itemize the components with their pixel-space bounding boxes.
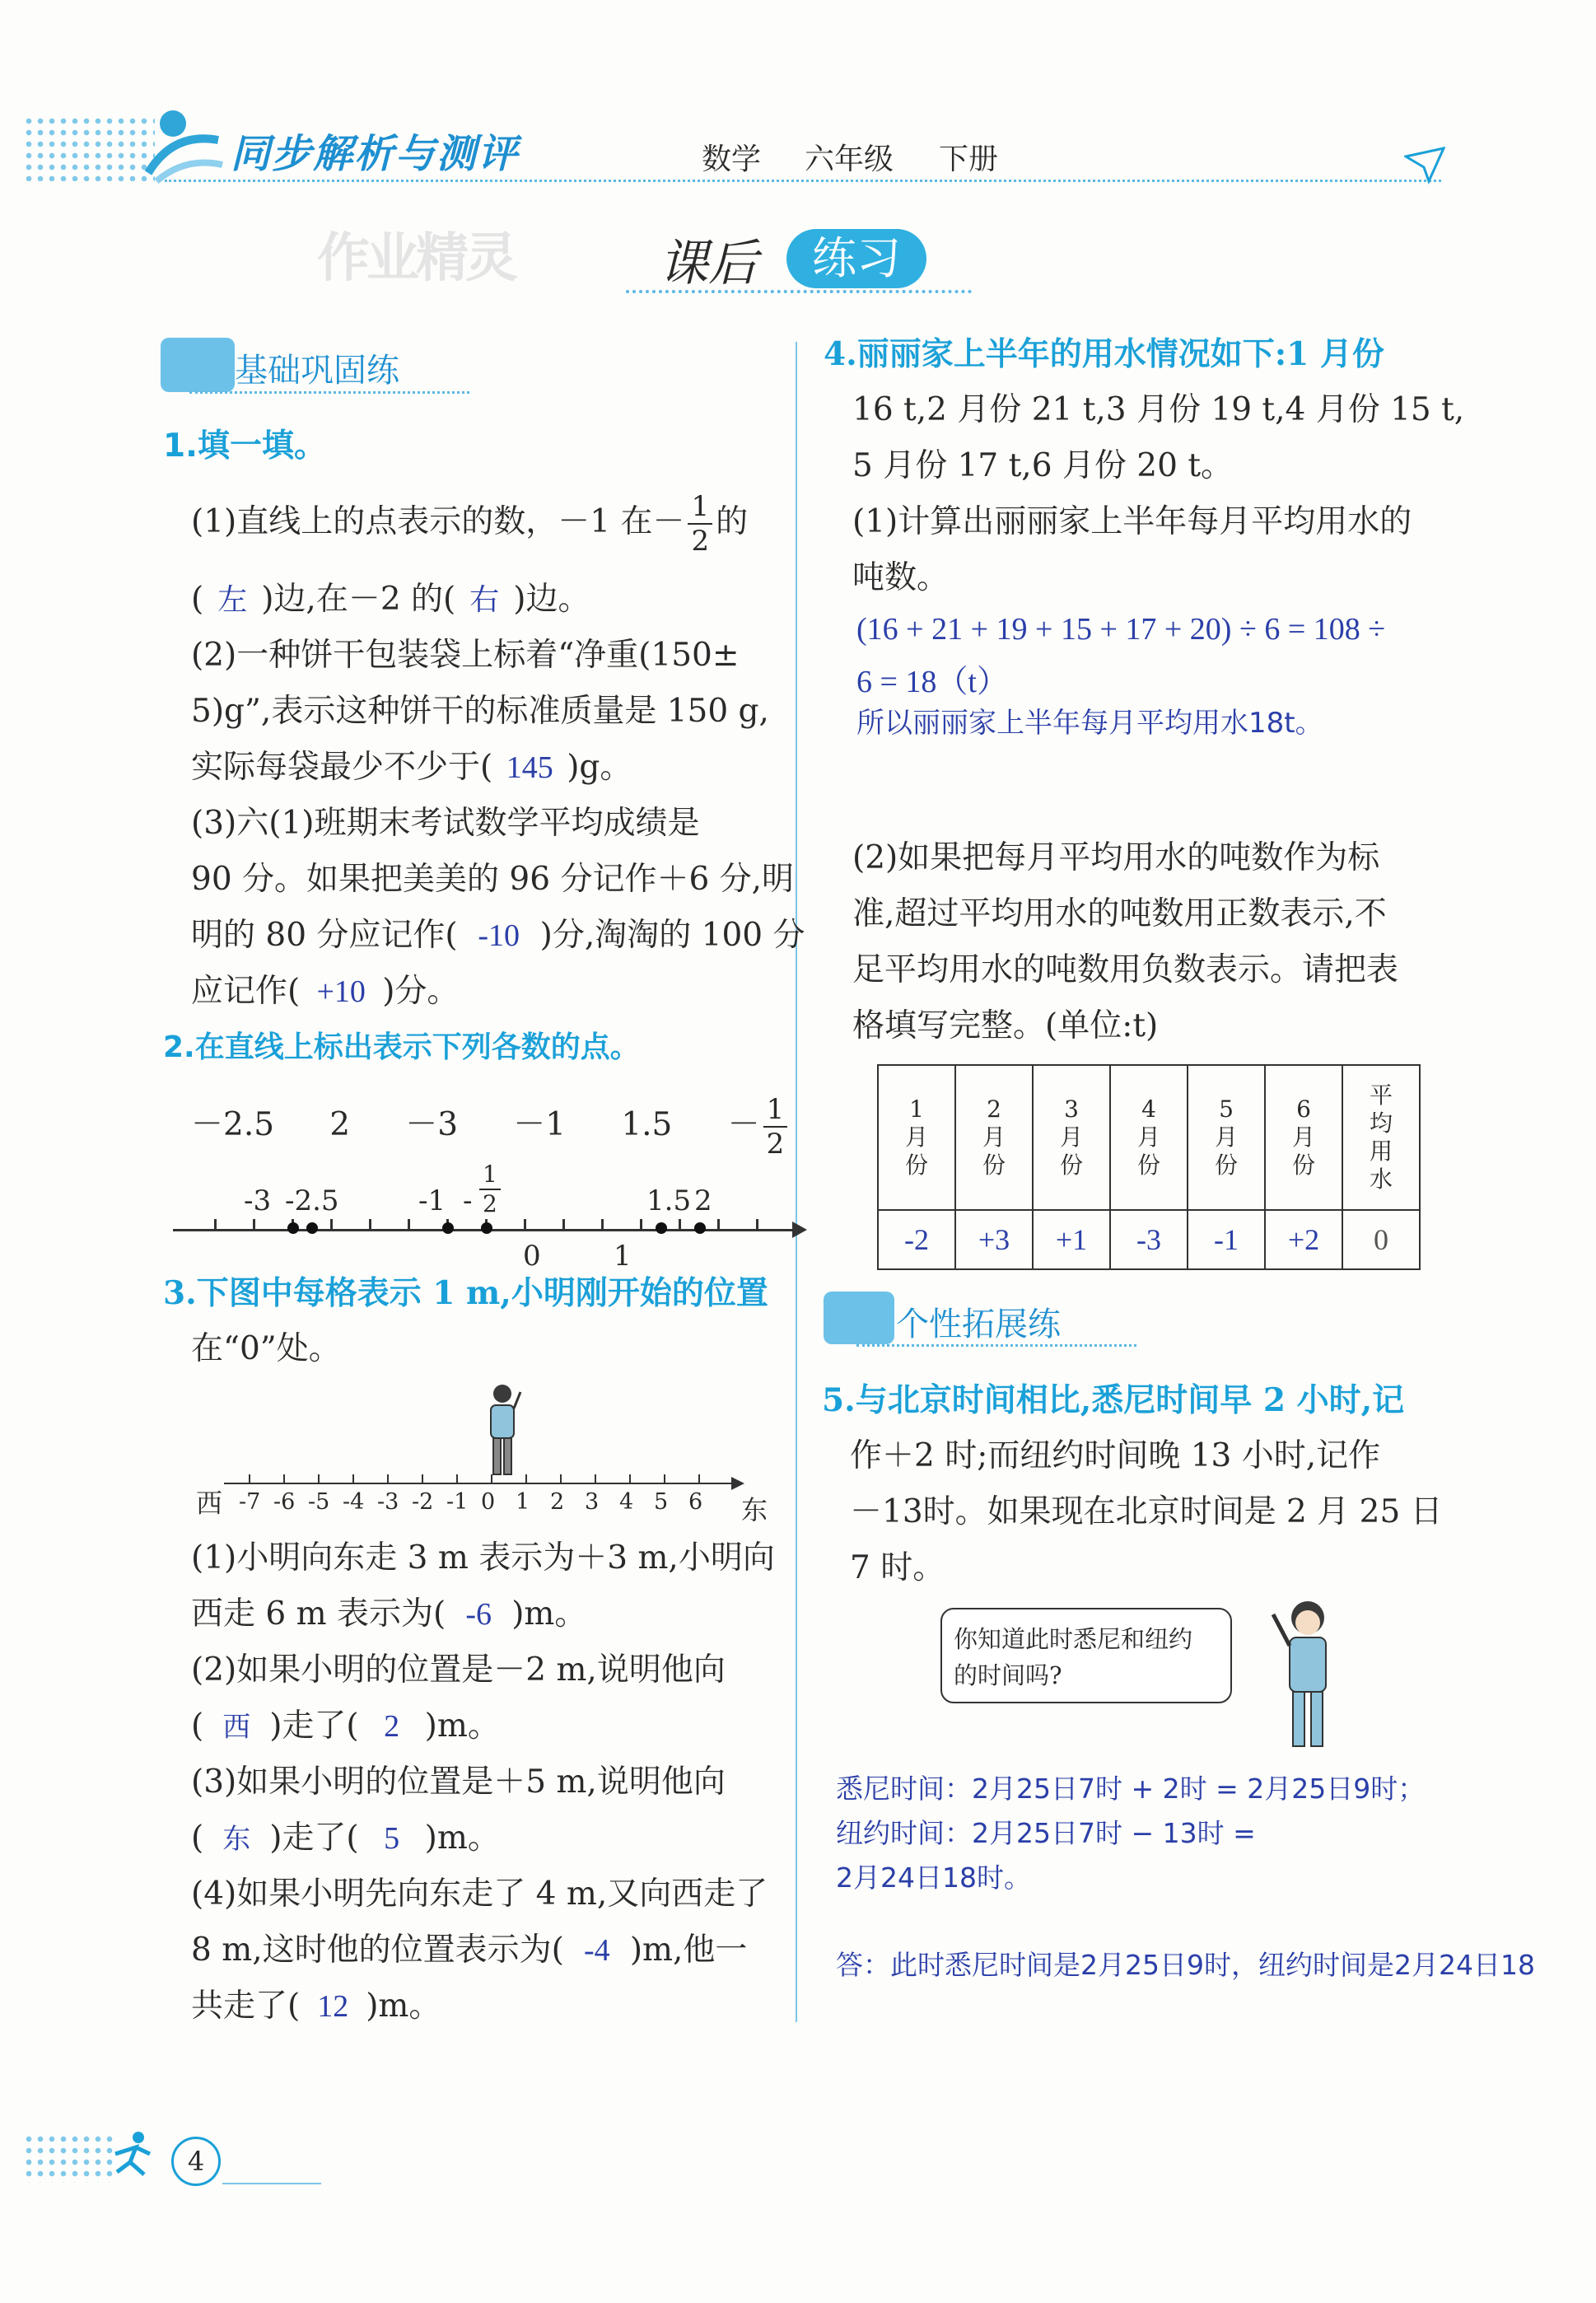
q3-line2: 在“0”处。 bbox=[191, 1330, 341, 1367]
answer-right[interactable]: 右 bbox=[469, 583, 500, 617]
section-badge-extend bbox=[824, 1292, 894, 1344]
q5-answer-line3: 2月24日18时。 bbox=[836, 1862, 1031, 1894]
table-header-cell bbox=[1265, 1065, 1342, 1210]
q5-line4: 7 时。 bbox=[850, 1549, 945, 1586]
q1-p3-line2: 90 分。如果把美美的 96 分记作＋6 分,明 bbox=[191, 861, 795, 898]
q4-text: 4.丽丽家上半年的用水情况如下:1 月份 bbox=[824, 335, 1384, 373]
q4-p2-line3: 足平均用水的吨数用负数表示。请把表 bbox=[852, 951, 1399, 988]
header-subject: 数学 bbox=[702, 142, 762, 176]
q2-label: 2.在直线上标出表示下列各数的点。 bbox=[163, 1030, 640, 1064]
q2-arrow-icon bbox=[792, 1222, 807, 1238]
q1-p1-line1 bbox=[191, 490, 749, 558]
q1-p3-end: )分。 bbox=[382, 973, 460, 1010]
tick-label: -4 bbox=[343, 1489, 365, 1515]
answer-west[interactable]: 西 bbox=[222, 1711, 251, 1744]
axis-label: 1 bbox=[614, 1240, 632, 1273]
bubble-line2: 的时间吗? bbox=[954, 1661, 1062, 1689]
axis-label: 2 bbox=[694, 1184, 712, 1217]
header-text: 6月份 bbox=[1291, 1095, 1315, 1179]
frac-numerator: 1 bbox=[479, 1163, 501, 1190]
point-marker bbox=[694, 1222, 706, 1234]
frac-numerator: 1 bbox=[763, 1095, 788, 1128]
brand-title: 同步解析与测评 bbox=[231, 131, 520, 177]
tick-label: -6 bbox=[273, 1489, 296, 1515]
table-header-cell bbox=[1033, 1065, 1110, 1210]
tick-label: 3 bbox=[585, 1489, 600, 1515]
q3-p4-text2: )m,他一 bbox=[629, 1932, 748, 1969]
paper-plane-icon bbox=[1404, 144, 1445, 185]
q5-line3: －13时。如果现在北京时间是 2 月 25 日 bbox=[850, 1493, 1443, 1530]
running-figure-icon bbox=[107, 2129, 156, 2179]
axis-label: -3 bbox=[244, 1184, 272, 1217]
q4-answer-line1: (16 + 21 + 19 + 15 + 17 + 20) ÷ 6 = 108 ÷ bbox=[856, 612, 1386, 647]
q3-p3-line2 bbox=[191, 1810, 500, 1867]
q1-p3-text3: 应记作( bbox=[191, 973, 301, 1010]
q4-line2: 16 t,2 月份 21 t,3 月份 19 t,4 月份 15 t, bbox=[852, 391, 1465, 428]
q3-p4-text3: 共走了( bbox=[191, 1988, 301, 2025]
table-cell[interactable]: -1 bbox=[1188, 1210, 1265, 1269]
tick-label: 2 bbox=[550, 1489, 565, 1515]
q3-p4-line3 bbox=[191, 1978, 441, 2034]
q5-line1 bbox=[822, 1372, 1404, 1429]
q1-p3-line4 bbox=[191, 964, 459, 1020]
q2-fraction bbox=[763, 1093, 788, 1161]
q1-p3-line1: (3)六(1)班期末考试数学平均成绩是 bbox=[191, 805, 700, 842]
axis-label: - bbox=[463, 1184, 473, 1217]
q3-text: 3.下图中每格表示 1 m,小明刚开始的位置 bbox=[163, 1274, 768, 1312]
q3-p3-text: )走了( bbox=[269, 1820, 359, 1857]
bubble-line1: 你知道此时悉尼和纽约 bbox=[954, 1625, 1193, 1653]
answer-145[interactable]: 145 bbox=[506, 750, 553, 785]
section-title-basic: 基础巩固练 bbox=[235, 352, 399, 390]
num: 1.5 bbox=[621, 1106, 673, 1143]
q1-p3-line3 bbox=[191, 908, 805, 964]
paren: ( bbox=[191, 1707, 204, 1745]
table-header-cell bbox=[1110, 1065, 1188, 1210]
q5-line2: 作＋2 时;而纽约时间晚 13 小时,记作 bbox=[850, 1437, 1381, 1474]
point-marker bbox=[306, 1222, 318, 1234]
q1-label: 1.填一填。 bbox=[163, 427, 326, 465]
tick-label: -7 bbox=[239, 1489, 261, 1515]
answer-5[interactable]: 5 bbox=[384, 1821, 400, 1856]
q4-answer-line3: 所以丽丽家上半年每月平均用水18t。 bbox=[856, 707, 1323, 740]
q1-p2-line2: 5)g”,表示这种饼干的标准质量是 150 g, bbox=[191, 693, 769, 730]
section-basic-underline bbox=[189, 391, 469, 394]
header-text: 5月份 bbox=[1214, 1095, 1238, 1179]
q4-p1-line2: 吨数。 bbox=[852, 559, 950, 596]
q1-p1-line2 bbox=[191, 572, 590, 628]
table-header-cell bbox=[878, 1065, 955, 1210]
q4-answer-line2: 6 = 18（t） bbox=[856, 665, 1008, 699]
q3-p4-text: 8 m,这时他的位置表示为( bbox=[191, 1932, 564, 1969]
tick-label: 0 bbox=[481, 1489, 496, 1515]
boy-figure-icon bbox=[479, 1382, 525, 1481]
tick-label: -5 bbox=[308, 1489, 330, 1515]
table-cell[interactable]: +1 bbox=[1033, 1210, 1110, 1269]
column-divider bbox=[796, 342, 797, 2022]
header-text: 2月份 bbox=[982, 1095, 1006, 1179]
frac-numerator: 1 bbox=[688, 493, 712, 525]
section-title-underline bbox=[626, 290, 972, 293]
table-header-cell bbox=[1342, 1065, 1420, 1210]
q3-p1-line1: (1)小明向东走 3 m 表示为＋3 m,小明向 bbox=[191, 1539, 775, 1577]
point-marker bbox=[287, 1222, 299, 1234]
header-grade: 六年级 bbox=[805, 142, 894, 176]
table-cell[interactable]: +2 bbox=[1265, 1210, 1342, 1269]
frac-denominator: 2 bbox=[483, 1190, 497, 1217]
q3-p2-line1: (2)如果小明的位置是－2 m,说明他向 bbox=[191, 1651, 726, 1689]
answer-2[interactable]: 2 bbox=[384, 1709, 400, 1744]
q3-line1 bbox=[163, 1265, 768, 1322]
q1-p2-end: )g。 bbox=[567, 749, 632, 786]
q4-p1-line1: (1)计算出丽丽家上半年每月平均用水的 bbox=[852, 503, 1412, 540]
water-table bbox=[877, 1064, 1421, 1270]
q3-p2-line2 bbox=[191, 1698, 500, 1755]
tick-label: -2 bbox=[412, 1489, 434, 1515]
boy-figure-icon bbox=[1268, 1598, 1342, 1754]
q3-p3-end: )m。 bbox=[424, 1820, 500, 1857]
paren: ( bbox=[191, 1820, 204, 1857]
answer-minus10[interactable]: -10 bbox=[478, 918, 520, 953]
answer-minus4[interactable]: -4 bbox=[583, 1933, 610, 1968]
answer-12[interactable]: 12 bbox=[317, 1989, 349, 2024]
q3-p3-line1: (3)如果小明的位置是＋5 m,说明他向 bbox=[191, 1763, 726, 1801]
point-marker bbox=[442, 1222, 454, 1234]
section-badge-basic bbox=[161, 338, 235, 392]
q1-p1-text-end: 的 bbox=[716, 503, 749, 540]
axis-label: -2.5 bbox=[285, 1184, 339, 1217]
table-header-cell bbox=[1188, 1065, 1265, 1210]
q3-ticks bbox=[249, 1474, 726, 1484]
q4-line1 bbox=[824, 326, 1384, 383]
q5-answer-line4: 答：此时悉尼时间是2月25日9时，纽约时间是2月24日18 bbox=[836, 1949, 1535, 1981]
q3-arrow-icon bbox=[731, 1477, 744, 1490]
point-marker bbox=[481, 1222, 492, 1234]
axis-label: 1.5 bbox=[646, 1184, 692, 1217]
header-rule bbox=[165, 180, 1441, 182]
section-title-left: 课后 bbox=[659, 235, 758, 292]
q1-p2-line3 bbox=[191, 740, 632, 796]
q3-east-label: 东 bbox=[741, 1494, 768, 1525]
q1-p3-text: 明的 80 分应记作( bbox=[191, 917, 458, 954]
q3-p2-end: )m。 bbox=[424, 1707, 500, 1745]
q5-text: 5.与北京时间相比,悉尼时间早 2 小时,记 bbox=[822, 1381, 1405, 1419]
tick-label: 5 bbox=[654, 1489, 669, 1515]
tick-label: -3 bbox=[377, 1489, 399, 1515]
footer-rule bbox=[222, 2183, 321, 2184]
frac-denominator: 2 bbox=[766, 1128, 785, 1161]
q1-p1-line2-text: )边,在－2 的( bbox=[261, 581, 456, 618]
tick-label: 4 bbox=[619, 1489, 634, 1515]
header-volume: 下册 bbox=[939, 142, 999, 176]
q1-p3-text2: )分,淘淘的 100 分 bbox=[539, 917, 805, 954]
footer-dots bbox=[23, 2133, 114, 2183]
num: －2.5 bbox=[191, 1106, 275, 1143]
header-text: 3月份 bbox=[1059, 1095, 1083, 1179]
num: －1 bbox=[513, 1106, 567, 1143]
q2-numbers bbox=[191, 1093, 791, 1161]
header-text: 4月份 bbox=[1136, 1095, 1160, 1179]
tick-label: 1 bbox=[516, 1489, 530, 1515]
table-cell: 0 bbox=[1342, 1210, 1420, 1269]
q3-p4-line1: (4)如果小明先向东走了 4 m,又向西走了 bbox=[191, 1876, 768, 1913]
axis-label: -1 bbox=[418, 1184, 446, 1217]
q4-p2-line2: 准,超过平均用水的吨数用正数表示,不 bbox=[852, 895, 1387, 932]
section-extend-underline bbox=[856, 1344, 1136, 1347]
paren: ( bbox=[191, 581, 204, 618]
table-cell[interactable]: -2 bbox=[878, 1210, 955, 1269]
speech-bubble bbox=[940, 1608, 1232, 1703]
section-title-extend: 个性拓展练 bbox=[896, 1306, 1061, 1343]
frac-denominator: 2 bbox=[691, 525, 710, 558]
answer-east[interactable]: 东 bbox=[222, 1823, 251, 1856]
q3-p1-text: 西走 6 m 表示为( bbox=[191, 1595, 446, 1633]
q5-answer-line1: 悉尼时间：2月25日7时 + 2时 = 2月25日9时； bbox=[836, 1773, 1426, 1805]
q1-p1-line2-end: )边。 bbox=[513, 581, 590, 618]
q3-p4-line2 bbox=[191, 1922, 747, 1978]
q5-answer-line2: 纽约时间：2月25日7时 − 13时 = bbox=[836, 1817, 1256, 1849]
q3-p1-line2 bbox=[191, 1586, 586, 1642]
q1-p2-text: 实际每袋最少不少于( bbox=[191, 749, 493, 786]
q3-tick-labels bbox=[239, 1489, 723, 1515]
q1-p1-text: (1)直线上的点表示的数，－1 在－ bbox=[191, 503, 685, 540]
tick-label: 6 bbox=[688, 1489, 703, 1515]
answer-left[interactable]: 左 bbox=[217, 583, 248, 617]
point-marker bbox=[656, 1222, 667, 1234]
section-title-right: 练习 bbox=[786, 229, 926, 288]
q1-p1-fraction bbox=[688, 490, 712, 558]
q3-p4-end: )m。 bbox=[366, 1988, 441, 2025]
axis-label: 0 bbox=[523, 1240, 541, 1273]
answer-plus10[interactable]: +10 bbox=[316, 974, 366, 1009]
table-header-row bbox=[878, 1065, 1420, 1210]
table-cell[interactable]: -3 bbox=[1110, 1210, 1188, 1269]
axis-half-fraction bbox=[476, 1163, 504, 1216]
watermark: 作业精灵 bbox=[317, 228, 515, 289]
brand-logo-icon bbox=[140, 99, 231, 189]
q4-line3: 5 月份 17 t,6 月份 20 t。 bbox=[852, 447, 1234, 484]
tick-label: -1 bbox=[446, 1489, 469, 1515]
header-text: 1月份 bbox=[904, 1095, 928, 1179]
q4-p2-line4: 格填写完整。(单位:t) bbox=[852, 1007, 1159, 1044]
header-text: 平均用水 bbox=[1369, 1081, 1393, 1193]
num: －3 bbox=[405, 1106, 459, 1143]
header-dots bbox=[23, 115, 155, 181]
page-number: 4 bbox=[171, 2137, 221, 2186]
table-cell[interactable]: +3 bbox=[955, 1210, 1033, 1269]
num: － bbox=[727, 1106, 760, 1143]
answer-minus6[interactable]: -6 bbox=[465, 1597, 492, 1632]
table-value-row bbox=[878, 1210, 1420, 1269]
q4-p2-line1: (2)如果把每月平均用水的吨数作为标 bbox=[852, 839, 1380, 876]
q3-p2-text: )走了( bbox=[269, 1707, 359, 1745]
q3-p1-end: )m。 bbox=[511, 1595, 587, 1633]
table-header-cell bbox=[955, 1065, 1033, 1210]
num: 2 bbox=[329, 1106, 351, 1143]
q3-west-label: 西 bbox=[196, 1488, 223, 1519]
q1-p2-line1: (2)一种饼干包装袋上标着“净重(150± bbox=[191, 637, 740, 674]
